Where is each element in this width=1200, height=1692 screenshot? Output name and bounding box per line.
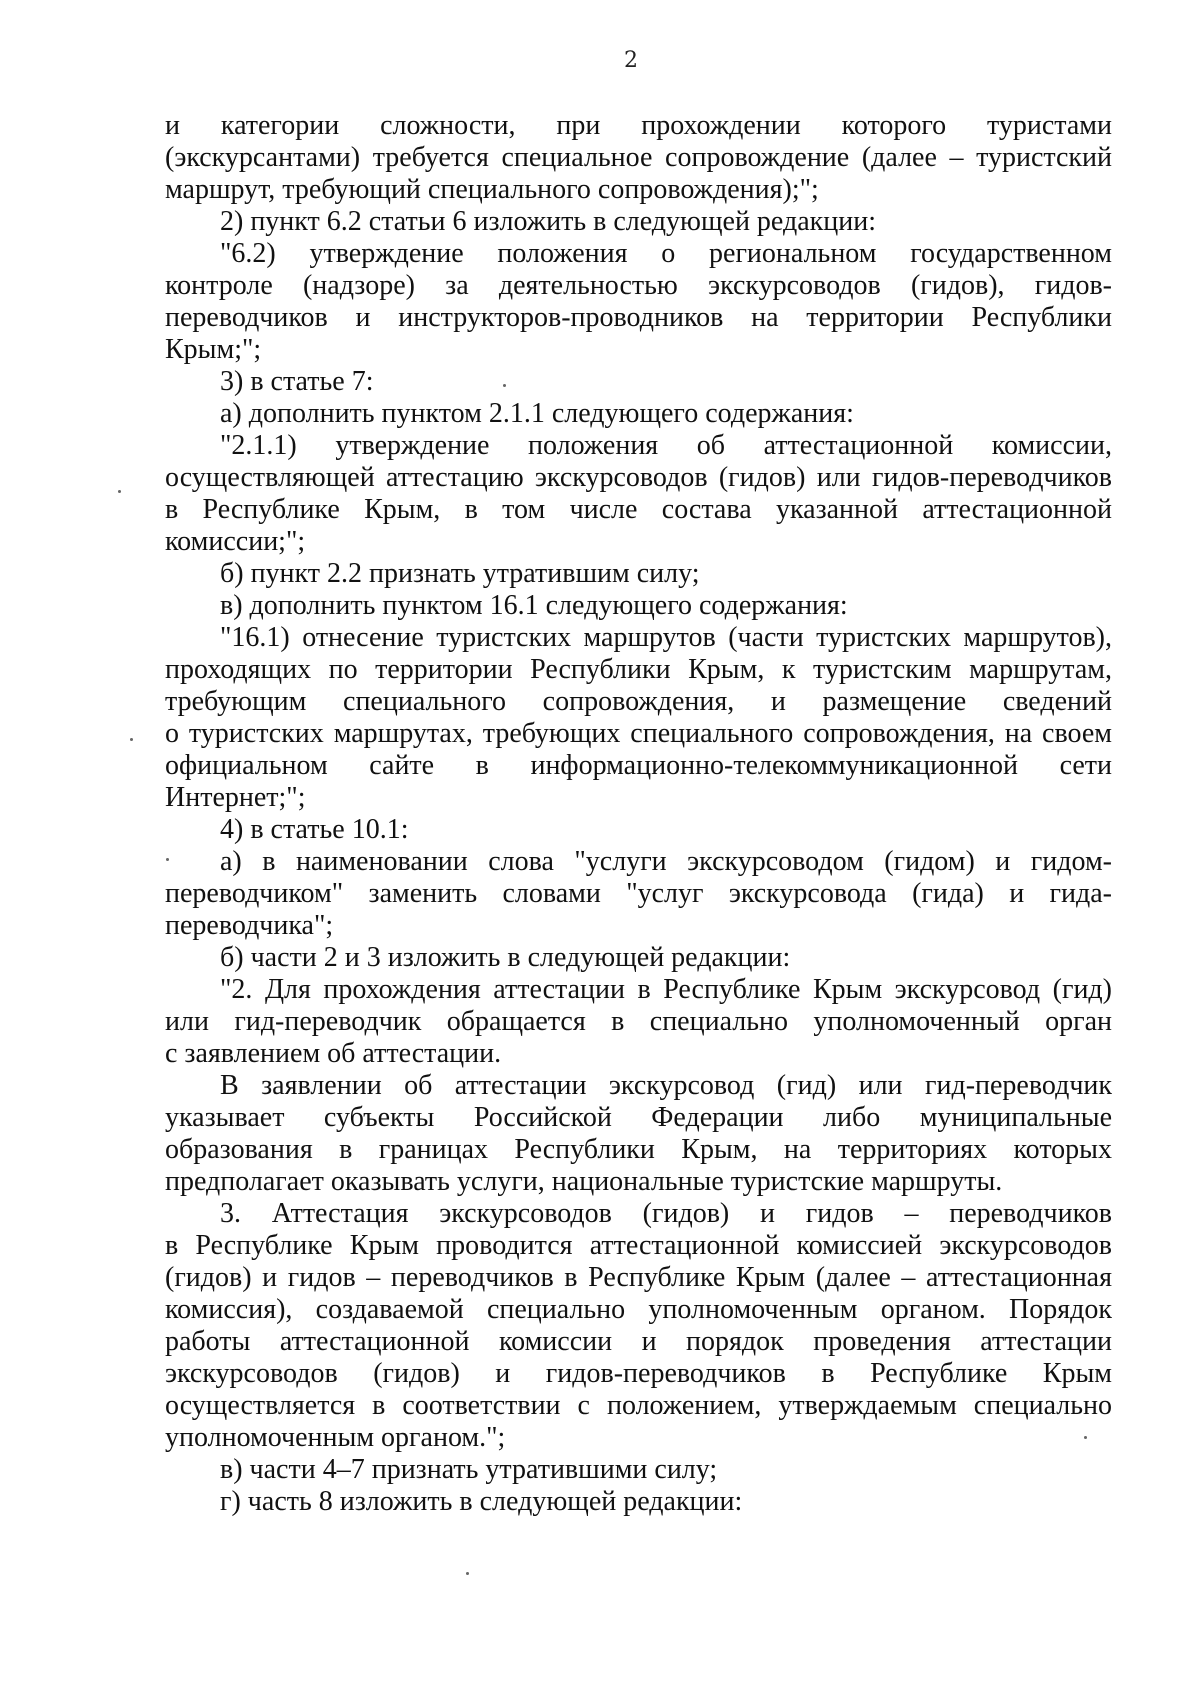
scan-speck bbox=[130, 738, 133, 741]
text-line: а) дополнить пунктом 2.1.1 следующего содержания: bbox=[220, 398, 854, 429]
text-line: в Республике Крым проводится аттестационной комиссией экскурсоводов bbox=[165, 1230, 1112, 1261]
scan-speck bbox=[466, 1572, 469, 1575]
text-line: 3. Аттестация экскурсоводов (гидов) и гидов – переводчиков bbox=[220, 1198, 1112, 1229]
scan-speck bbox=[166, 858, 169, 861]
text-line: переводчика"; bbox=[165, 910, 334, 941]
text-line: с заявлением об аттестации. bbox=[165, 1038, 502, 1069]
text-line: маршрут, требующий специального сопровождения);"; bbox=[165, 174, 819, 205]
text-line: (гидов) и гидов – переводчиков в Республике Крым (далее – аттестационная bbox=[165, 1262, 1112, 1293]
text-line: 4) в статье 10.1: bbox=[220, 814, 409, 845]
text-line: предполагает оказывать услуги, национальные туристские маршруты. bbox=[165, 1166, 1003, 1197]
scan-speck bbox=[118, 490, 121, 493]
text-line: комиссии;"; bbox=[165, 526, 306, 557]
text-line: или гид-переводчик обращается в специально уполномоченный орган bbox=[165, 1006, 1112, 1037]
text-line: комиссия), создаваемой специально уполномоченным органом. Порядок bbox=[165, 1294, 1112, 1325]
text-line: 3) в статье 7: bbox=[220, 366, 374, 397]
text-line: Интернет;"; bbox=[165, 782, 306, 813]
text-line: В заявлении об аттестации экскурсовод (гид) или гид-переводчик bbox=[220, 1070, 1112, 1101]
text-line: работы аттестационной комиссии и порядок проведения аттестации bbox=[165, 1326, 1112, 1357]
text-line: проходящих по территории Республики Крым, к туристским маршрутам, bbox=[165, 654, 1112, 685]
text-line: (экскурсантами) требуется специальное сопровождение (далее – туристский bbox=[165, 142, 1112, 173]
text-line: а) в наименовании слова "услуги экскурсоводом (гидом) и гидом- bbox=[220, 846, 1112, 877]
text-line: осуществляется в соответствии с положением, утверждаемым специально bbox=[165, 1390, 1112, 1421]
text-line: переводчиком" заменить словами "услуг экскурсовода (гида) и гида- bbox=[165, 878, 1112, 909]
text-line: "6.2) утверждение положения о региональном государственном bbox=[220, 238, 1112, 269]
text-line: б) части 2 и 3 изложить в следующей редакции: bbox=[220, 942, 791, 973]
text-line: Крым;"; bbox=[165, 334, 262, 365]
page-number: 2 bbox=[624, 48, 638, 73]
text-line: уполномоченным органом."; bbox=[165, 1422, 506, 1453]
text-line: г) часть 8 изложить в следующей редакции: bbox=[220, 1486, 743, 1517]
text-line: в Республике Крым, в том числе состава указанной аттестационной bbox=[165, 494, 1112, 525]
text-line: контроле (надзоре) за деятельностью экскурсоводов (гидов), гидов- bbox=[165, 270, 1112, 301]
text-line: экскурсоводов (гидов) и гидов-переводчиков в Республике Крым bbox=[165, 1358, 1112, 1389]
text-line: "16.1) отнесение туристских маршрутов (части туристских маршрутов), bbox=[220, 622, 1112, 653]
text-line: "2.1.1) утверждение положения об аттестационной комиссии, bbox=[220, 430, 1112, 461]
text-line: б) пункт 2.2 признать утратившим силу; bbox=[220, 558, 700, 589]
text-line: "2. Для прохождения аттестации в Республике Крым экскурсовод (гид) bbox=[220, 974, 1112, 1005]
scan-speck bbox=[503, 384, 506, 387]
text-line: официальном сайте в информационно-телекоммуникационной сети bbox=[165, 750, 1112, 781]
text-line: в) дополнить пунктом 16.1 следующего содержания: bbox=[220, 590, 848, 621]
text-line: требующим специального сопровождения, и размещение сведений bbox=[165, 686, 1112, 717]
text-line: переводчиков и инструкторов-проводников на территории Республики bbox=[165, 302, 1112, 333]
text-line: осуществляющей аттестацию экскурсоводов (гидов) или гидов-переводчиков bbox=[165, 462, 1112, 493]
text-line: 2) пункт 6.2 статьи 6 изложить в следующей редакции: bbox=[220, 206, 877, 237]
text-line: и категории сложности, при прохождении которого туристами bbox=[165, 110, 1112, 141]
text-line: в) части 4–7 признать утратившими силу; bbox=[220, 1454, 718, 1485]
document-body bbox=[165, 110, 1112, 1518]
text-line: указывает субъекты Российской Федерации либо муниципальные bbox=[165, 1102, 1112, 1133]
text-line: образования в границах Республики Крым, на территориях которых bbox=[165, 1134, 1112, 1165]
scan-speck bbox=[1084, 1436, 1087, 1439]
text-line: о туристских маршрутах, требующих специального сопровождения, на своем bbox=[165, 718, 1112, 749]
